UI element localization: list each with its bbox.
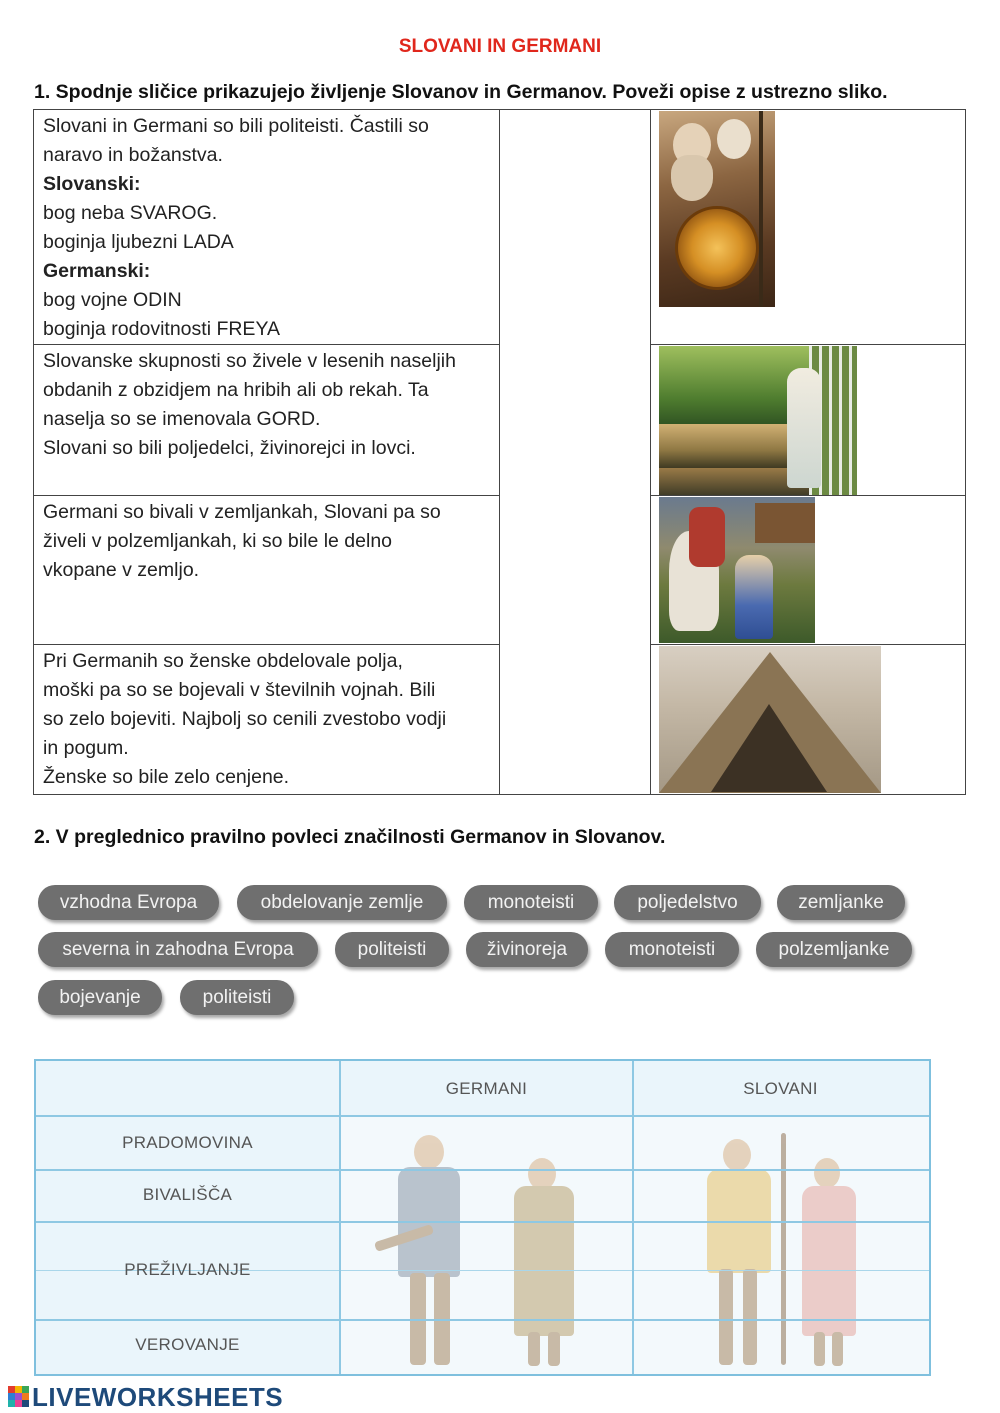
description-line: boginja rodovitnosti FREYA <box>43 318 281 340</box>
pit-house-icon <box>659 646 881 793</box>
gods-icon <box>659 111 775 307</box>
description-line: boginja ljubezni LADA <box>43 231 234 253</box>
picture-cell-1[interactable] <box>651 110 966 345</box>
description-line: obdanih z obzidjem na hribih ali ob rekah. Ta <box>43 379 429 401</box>
comparison-table <box>34 1059 931 1376</box>
description-line: Slovanske skupnosti so živele v lesenih naseljih <box>43 350 456 372</box>
lake-village-icon <box>659 346 857 496</box>
liveworksheets-logo[interactable] <box>8 1382 283 1412</box>
drop-germani-verovanje[interactable] <box>341 1321 632 1374</box>
description-line: so zelo bojeviti. Najbolj so cenili zvestobo vodji <box>43 708 447 730</box>
chip-severna-in-zahodna-evropa[interactable]: severna in zahodna Evropa <box>38 932 318 967</box>
riders-icon <box>659 497 815 643</box>
chip-vzhodna-evropa[interactable]: vzhodna Evropa <box>38 885 219 920</box>
drop-slovani-prezivljanje-1[interactable] <box>634 1223 929 1270</box>
description-line: živeli v polzemljankah, ki so bile le delno <box>43 530 393 552</box>
description-line: Pri Germanih so ženske obdelovale polja, <box>43 650 403 672</box>
description-1 <box>34 110 500 345</box>
chip-zemljanke[interactable]: zemljanke <box>777 885 905 920</box>
drop-slovani-bivalisca[interactable] <box>634 1171 929 1221</box>
liveworksheets-logo-icon <box>8 1386 30 1408</box>
description-line: Germani so bivali v zemljankah, Slovani pa so <box>43 501 441 523</box>
question-2: 2. V preglednico pravilno povleci značilnosti Germanov in Slovanov. <box>34 826 666 848</box>
drop-germani-prezivljanje-2[interactable] <box>341 1271 632 1319</box>
description-line: Ženske so bile zelo cenjene. <box>43 766 290 788</box>
chip-monoteisti[interactable]: monoteisti <box>605 932 739 967</box>
row-header-verovanje: VEROVANJE <box>135 1335 240 1354</box>
chip-politeisti[interactable]: politeisti <box>335 932 449 967</box>
picture-cell-4[interactable] <box>651 645 966 795</box>
description-3 <box>34 496 500 645</box>
matching-table <box>33 109 966 795</box>
drop-slovani-pradomovina[interactable] <box>634 1117 929 1169</box>
question-1: 1. Spodnje sličice prikazujejo življenje Slovanov in Germanov. Poveži opise z ustrezno sliko. <box>34 81 888 103</box>
drop-germani-prezivljanje-1[interactable] <box>341 1223 632 1270</box>
description-line: bog neba SVAROG. <box>43 202 218 224</box>
chip-politeisti[interactable]: politeisti <box>180 980 294 1015</box>
row-header-pradomovina: PRADOMOVINA <box>122 1133 253 1152</box>
description-line: naselja so se imenovala GORD. <box>43 408 321 430</box>
chip-zivinoreja[interactable]: živinoreja <box>466 932 588 967</box>
column-header-germani: GERMANI <box>445 1079 528 1098</box>
picture-cell-3[interactable] <box>651 496 966 645</box>
drop-germani-bivalisca[interactable] <box>341 1171 632 1221</box>
description-line: naravo in božanstva. <box>43 144 223 166</box>
chip-obdelovanje-zemlje[interactable]: obdelovanje zemlje <box>237 885 447 920</box>
description-line: Germanski: <box>43 260 151 282</box>
drop-slovani-prezivljanje-2[interactable] <box>634 1271 929 1319</box>
chip-polzemljanke[interactable]: polzemljanke <box>756 932 912 967</box>
description-line: Slovani so bili poljedelci, živinorejci in lovci. <box>43 437 416 459</box>
description-2 <box>34 345 500 496</box>
description-line: vkopane v zemljo. <box>43 559 200 581</box>
row-header-prezivljanje: PREŽIVLJANJE <box>124 1260 251 1279</box>
description-4 <box>34 645 500 795</box>
description-line: Slovani in Germani so bili politeisti. Častili so <box>43 115 429 137</box>
column-header-slovani: SLOVANI <box>743 1079 818 1098</box>
page-title: SLOVANI IN GERMANI <box>398 36 602 57</box>
description-line: Slovanski: <box>43 173 141 195</box>
chip-poljedelstvo[interactable]: poljedelstvo <box>614 885 761 920</box>
chip-monoteisti[interactable]: monoteisti <box>464 885 598 920</box>
drop-germani-pradomovina[interactable] <box>341 1117 632 1169</box>
logo-text: LIVEWORKSHEETS <box>32 1381 284 1412</box>
matching-area[interactable] <box>500 110 651 795</box>
row-header-bivalisca: BIVALIŠČA <box>142 1185 233 1204</box>
description-line: in pogum. <box>43 737 129 759</box>
description-line: moški pa so se bojevali v številnih vojnah. Bili <box>43 679 436 701</box>
picture-cell-2[interactable] <box>651 345 966 496</box>
description-line: bog vojne ODIN <box>43 289 182 311</box>
chip-bojevanje[interactable]: bojevanje <box>38 980 162 1015</box>
drop-slovani-verovanje[interactable] <box>634 1321 929 1374</box>
